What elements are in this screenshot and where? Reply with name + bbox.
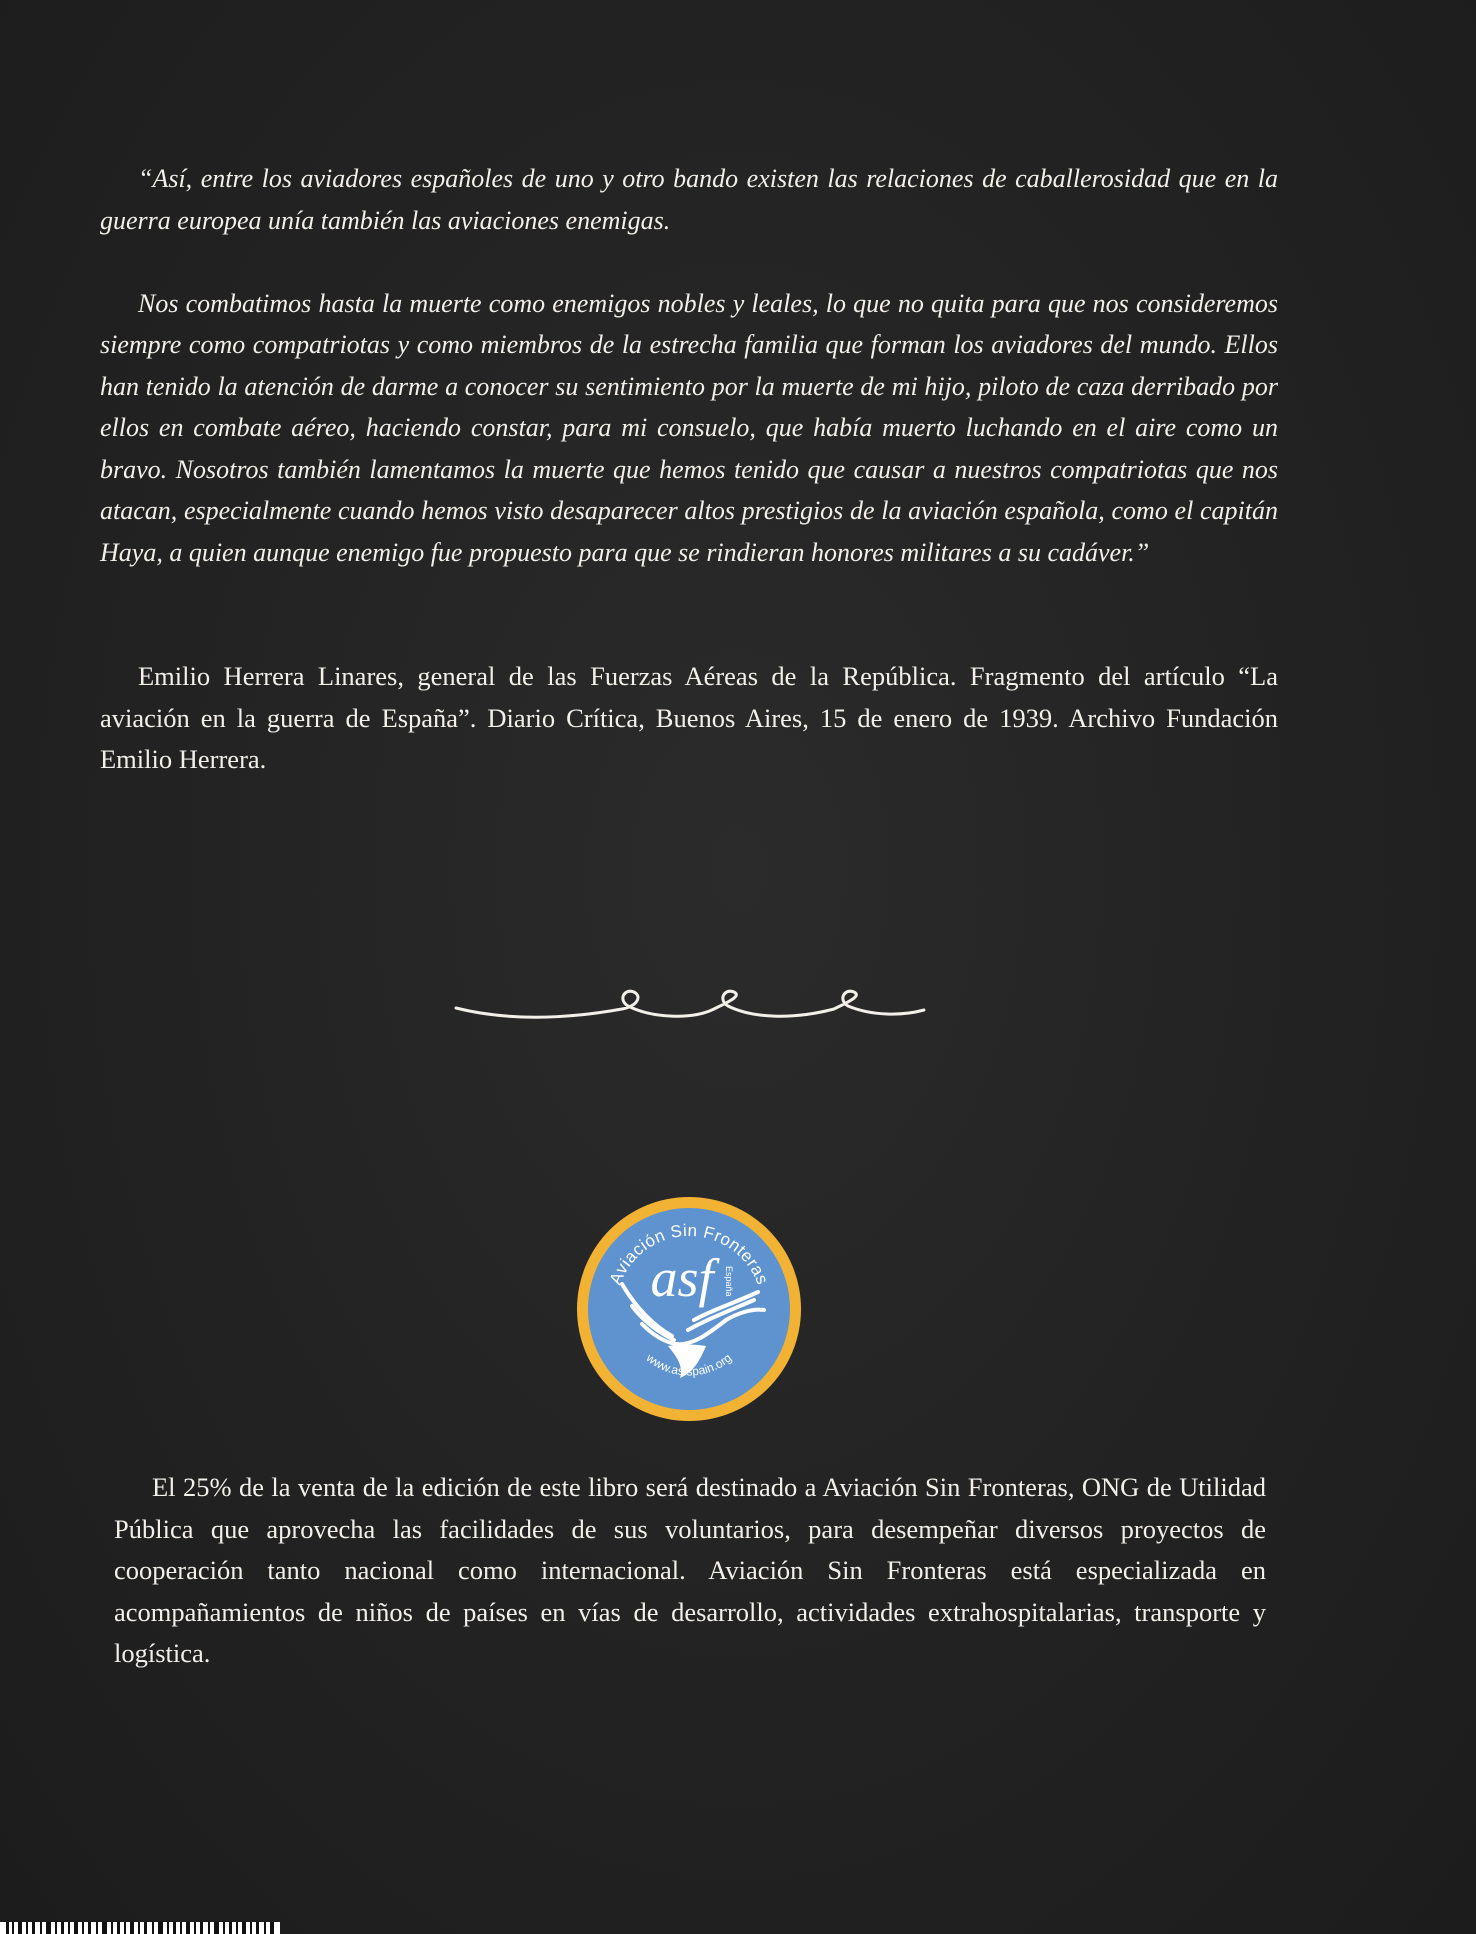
logo-ring-text: Aviación Sin Fronteras bbox=[605, 1220, 773, 1288]
quote-paragraph-2: Nos combatimos hasta la muerte como enemigos nobles y leales, lo que no quita para que nos consideremos siempre como compatriotas y como miembros de la estrecha familia que forman los aviadores del mundo. Ellos han tenido la atención de darme a conocer su sentimiento por la muerte de mi hijo, piloto de caza derribado por ellos en combate aéreo, haciendo constar, para mi consuelo, que había muerto luchando en el aire como un bravo. Nosotros también lamentamos la muerte que hemos tenido que causar a nuestros compatriotas que nos atacan, especialmente cuando hemos visto desaparecer altos prestigios de la aviación española, como el capitán Haya, a quien aunque enemigo fue propuesto para que se rindieran honores militares a su cadáver.” bbox=[100, 288, 1278, 567]
quote-attribution bbox=[100, 656, 1278, 781]
attribution-text: Emilio Herrera Linares, general de las Fuerzas Aéreas de la República. Fragmento del artículo “La aviación en la guerra de España”. Diario Crítica, Buenos Aires, 15 de enero de 1939. Archivo Fundación Emilio Herrera. bbox=[100, 661, 1278, 774]
logo-url: www.asfspain.org bbox=[643, 1350, 735, 1379]
donation-text: El 25% de la venta de la edición de este libro será destinado a Aviación Sin Fronteras, ONG de Utilidad Pública que aprovecha las facilidades de sus voluntarios, para desempeñar diversos proyectos de cooperación tanto nacional como internacional. Aviación Sin Fronteras está especializada en acompañamientos de niños de países en vías de desarrollo, actividades extrahospitalarias, transporte y logística. bbox=[114, 1472, 1266, 1668]
flourish-divider bbox=[452, 978, 928, 1026]
quote-block bbox=[100, 158, 1278, 573]
donation-notice bbox=[114, 1467, 1266, 1675]
barcode-fragment bbox=[0, 1922, 280, 1934]
logo-monogram: asf bbox=[650, 1248, 714, 1308]
quote-paragraph-1: “Así, entre los aviadores españoles de uno y otro bando existen las relaciones de caballerosidad que en la guerra europea unía también las aviaciones enemigas. bbox=[100, 164, 1278, 235]
logo-country: España bbox=[724, 1266, 734, 1297]
asf-logo bbox=[576, 1196, 802, 1422]
